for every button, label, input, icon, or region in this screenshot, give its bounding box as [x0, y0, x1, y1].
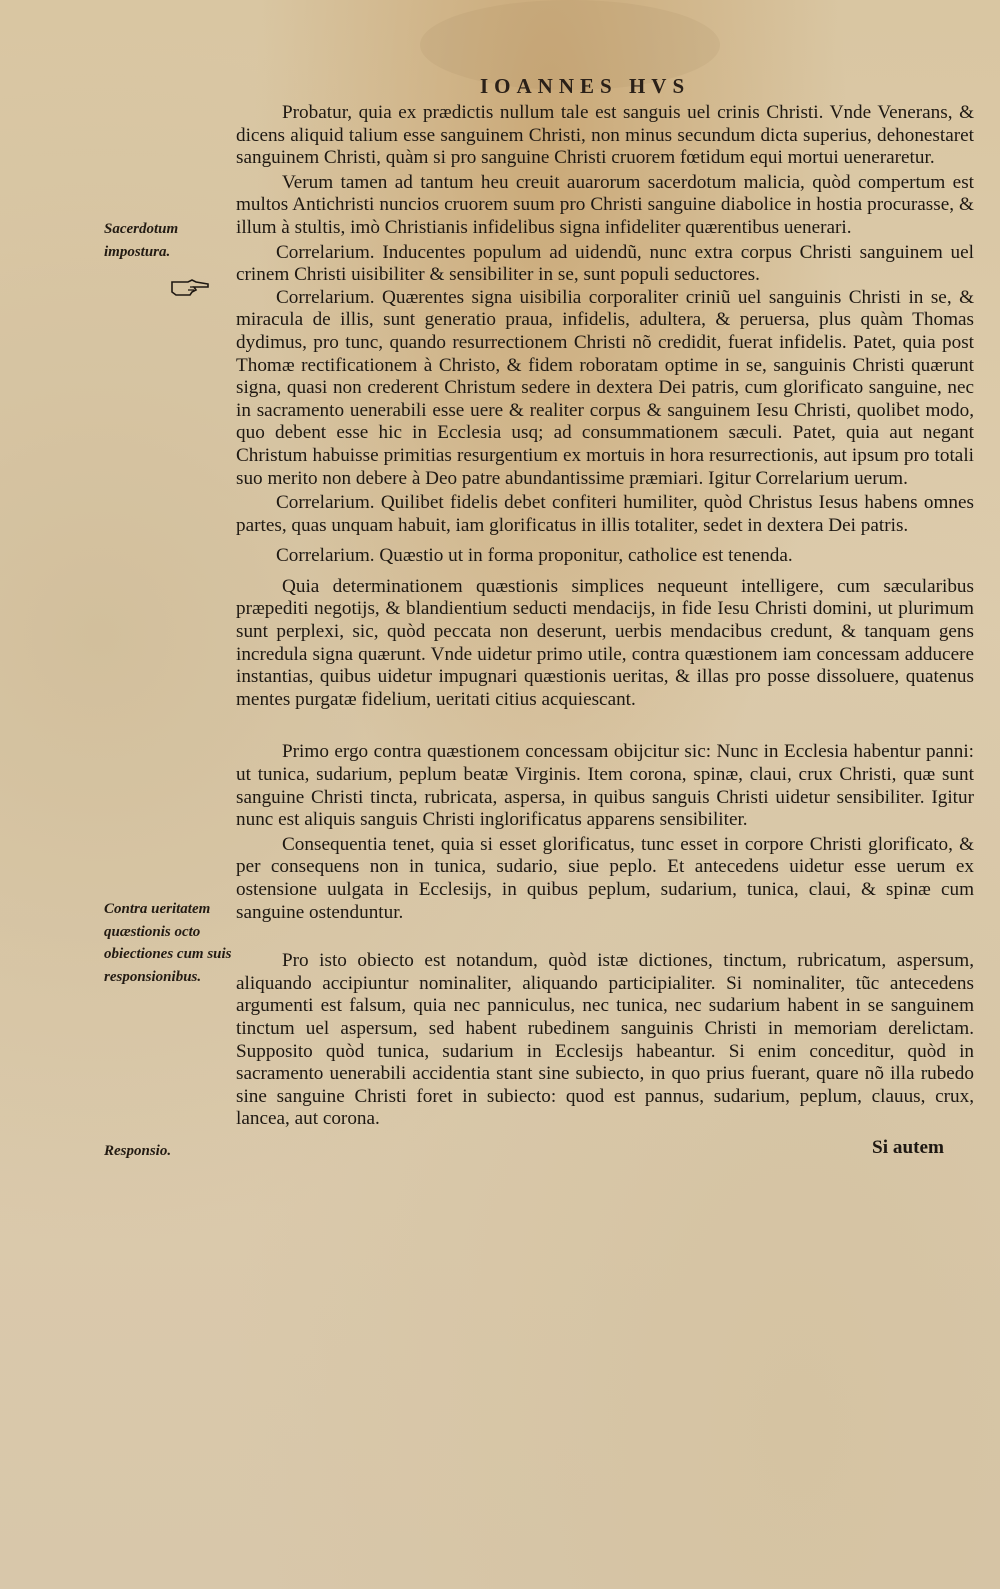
paragraph: Verum tamen ad tantum heu creuit auarorum sacerdotum malicia, quòd compertum est multos Antichristi nuncios cruorem suum pro Christi sanguine diabolice in hostia procurasse, & illum à stultis, imò Christianis infidelibus signa infideliter quærentibus uenerari. — [236, 171, 974, 238]
paragraph: Probatur, quia ex prædictis nullum tale est sanguis uel crinis Christi. Vnde Venerans, & dicens aliquid talium esse sanguinem Christi, non minus secundum dicta superius, dehonestaret sanguinem Christi, quàm si pro sanguine Christi cruorem fœtidum equi mortui ueneraretur. — [236, 102, 974, 169]
corollary-paragraph: Correlarium. Quilibet fidelis debet confiteri humiliter, quòd Christus Iesus habens omnes partes, quas unquam habuit, iam glorificatus in illis totaliter, sedet in dextera Dei patris. — [236, 492, 974, 536]
manicule-icon — [170, 278, 210, 298]
margin-note-responsio: Responsio. — [104, 1143, 172, 1159]
main-text-column — [236, 102, 974, 1160]
margin-note-sacerdotum: Sacerdotum impostura. — [104, 221, 179, 260]
catchword: Si autem — [872, 1136, 944, 1158]
objection-paragraph: Primo ergo contra quæstionem concessam obijcitur sic: Nunc in Ecclesia habentur panni: ut tunica, sudarium, peplum beatæ Virginis. Item corona, spinæ, claui, crux Christi, quæ sunt sanguine Christi tincta, rubricata, aspersa, in quibus sanguis Christi uidetur sensibiliter. Igitur nunc est aliquis sanguis Christi inglorificatus apparens sensibiliter. — [236, 741, 974, 831]
paragraph: Consequentia tenet, quia si esset glorificatus, tunc esset in corpore Christi glorificato, & per consequens non in tunica, sudario, siue peplo. Et antecedens uidetur esse uerum ex ostensione uulgata in Ecclesijs, in quibus peplum, sudarium, tunica, claui, & spinæ cum sanguine ostenduntur. — [236, 833, 974, 923]
corollary-paragraph: Correlarium. Quæstio ut in forma proponitur, catholice est tenenda. — [276, 545, 793, 567]
paragraph: Quia determinationem quæstionis simplices nequeunt intelligere, cum sæcularibus præpediti negotijs, & blandientium seducti mendacijs, in fide Iesu Christi domini, ut plurimum sunt perplexi, sic, quòd peccata non deserunt, uerbis mendacibus credunt, & tanquam gens incredula signa quærunt. Vnde uidetur primo utile, contra quæstionem iam concessam adducere instantias, quibus uidetur impugnari quæstionis ueritas, & illas pro posse dissoluere, quatenus mentes purgatæ fidelium, ueritati citius acquiescant. — [236, 575, 974, 710]
margin-note-contra: Contra ueritatem quæstionis octo obiectiones cum suis responsionibus. — [104, 901, 232, 985]
corollary-paragraph: Correlarium. Quærentes signa uisibilia corporaliter criniũ uel sanguinis Christi in se, & miracula de illis, sunt generatio praua, infidelis, adultera, & peruersa, plus quàm Thomas dydimus, pro tunc, quando resurrectionem Christi nõ credidit, fuerat infidelis. Patet, quia post Thomæ rectificationem à Christo, & fidem roboratam optime in se, sanguinis Christi quærunt signa, quasi non crederent Christum sedere in dextera Dei patris, cum glorificato sanguine, nec in sacramento uenerabili esse uere & realiter corpus & sanguinem Iesu Christi, quolibet modo, quo debent esse hic in Ecclesia usq; ad consummationem sæculi. Patet, quia aut negant Christum habuisse primitias resurgentium ex mortuis in hora resurrectionis, aut ipsum pro totali suo merito non debere à Deo patre abundantissime præmiari. Igitur Correlarium uerum. — [236, 286, 974, 489]
running-title: IOANNES HVS — [480, 74, 691, 98]
response-paragraph: Pro isto obiecto est notandum, quòd istæ dictiones, tinctum, rubricatum, aspersum, aliquando accipiuntur nominaliter, aliquando participialiter. Si nominaliter, tũc antecedens argumenti est falsum, quia nec panniculus, nec tunica, nec sudarium habent in se sanguinem tinctum uel aspersum, sed habent rubedinem sanguinis Christi in memoriam derelictam. Supposito quòd tunica, sudarium in Ecclesijs habeantur. Si enim conceditur, quòd in sacramento uenerabili accidentia stant sine subiecto, in quo prius fuerant, quare nõ illa rubedo sine sanguine Christi foret in subiecto: quod est pannus, sudarium, peplum, clauus, crux, lancea, aut corona. — [236, 950, 974, 1130]
corollary-paragraph: Correlarium. Inducentes populum ad uidendũ, nunc extra corpus Christi sanguinem uel crinem Christi uisibiliter & sensibiliter in se, sunt populi seductores. — [236, 241, 974, 286]
